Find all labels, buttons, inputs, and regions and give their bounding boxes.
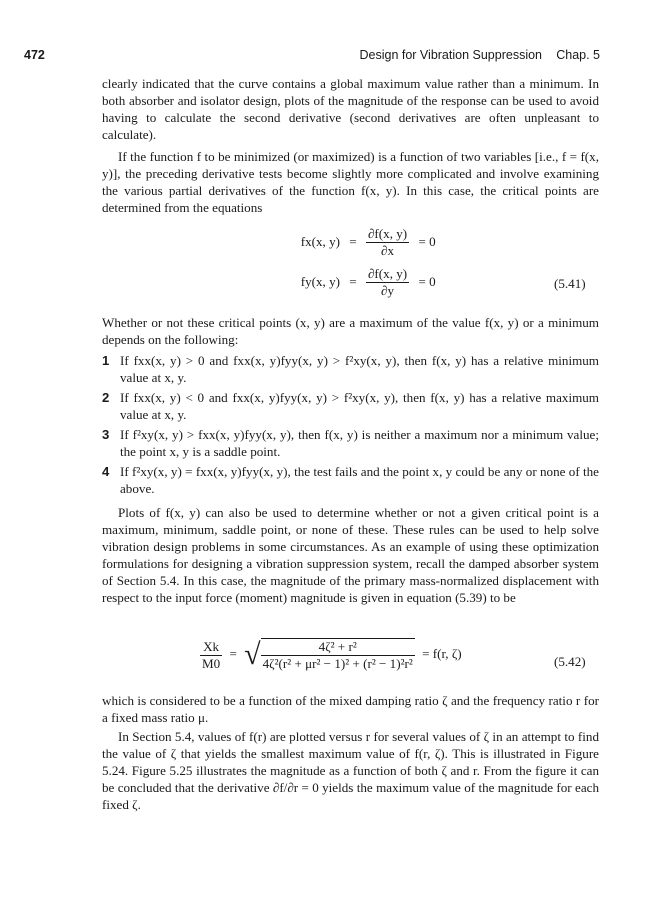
running-title: Design for Vibration Suppression [359,48,542,62]
eq541-row2 [282,266,436,299]
list-item-number: 1 [102,353,110,368]
eq541-row2-eq: = [349,273,357,289]
eq541-row2-frac [366,266,409,299]
list-item [102,352,599,386]
list-item-number: 4 [102,464,110,479]
list-item-number: 3 [102,427,110,442]
paragraph-3: Whether or not these critical points (x, y) are a maximum of the value f(x, y) or a minimum depends on the following: [102,315,599,347]
paragraph-1: clearly indicated that the curve contains a global maximum value rather than a minimum. In both absorber and isolator design, plots of the magnitude of the response can be used to avoid having to calculate the second derivative (second derivatives are often unpleasant to calculate). [102,76,599,142]
eq541-row2-num: ∂f(x, y) [367,266,408,281]
eq542-rad-frac [261,638,415,672]
list-item [102,389,599,423]
eq542-rad-den: 4ζ²(r² + μr² − 1)² + (r² − 1)²r² [262,656,413,671]
chapter-label: Chap. 5 [556,48,600,62]
list-item-text: If f²xy(x, y) > fxx(x, y)fyy(x, y), then f(x, y) is neither a maximum nor a minimum value; the point x, y is a saddle point. [120,427,599,459]
eq542-body [200,638,462,672]
eq541-row1-frac [366,226,409,259]
eq541-row2-lhs: fy(x, y) [300,273,340,289]
page-header [24,48,600,66]
eq541-label: (5.41) [554,276,586,291]
eq542-lhs-frac [200,639,222,672]
eq541-row2-den: ∂y [381,283,395,298]
eq542-lhs-den: M0 [202,655,221,671]
eq542-rhs: = f(r, ζ) [422,646,462,661]
eq542-label: (5.42) [554,654,586,669]
eq541-row1-lhs: fx(x, y) [300,233,340,249]
paragraph-2: If the function f to be minimized (or maximized) is a function of two variables [i.e., f = f(x, y)], the preceding derivative tests become slightly more complicated and involve examining the various partial derivatives of the function f(x, y). In this case, the critical points are determined from the equations [102,149,599,215]
paragraph-4: Plots of f(x, y) can also be used to determine whether or not a given critical point is a maximum, minimum, saddle point, or none of these. These rules can be used to help solve vibration design problems in some circumstances. As an example of using these optimization formulations for designing a vibration suppression system, recall the damped absorber system of Section 5.4. In this case, the magnitude of the primary mass-normalized displacement with respect to the input force (moment) magnitude is given in equation (5.39) to be [102,505,599,605]
eq542-lhs-num: Xk [200,639,222,656]
eq541-row1-rhs: = 0 [418,233,436,249]
list-item [102,463,599,497]
page-number: 472 [24,48,45,62]
eq541-row1-num: ∂f(x, y) [367,226,408,241]
eq542-eq: = [229,646,237,661]
list-item [102,426,599,460]
eq541-row1-eq: = [349,233,357,249]
list-item-number: 2 [102,390,110,405]
criteria-list [102,352,599,500]
eq541-row1 [282,226,436,259]
list-item-text: If f²xy(x, y) = fxx(x, y)fyy(x, y), the test fails and the point x, y could be any or none of the above. [120,464,599,496]
list-item-text: If fxx(x, y) < 0 and fxx(x, y)fyy(x, y) > f²xy(x, y), then f(x, y) has a relative maximum value at x, y. [120,390,599,422]
list-item-text: If fxx(x, y) > 0 and fxx(x, y)fyy(x, y) > f²xy(x, y), then f(x, y) has a relative minimum value at x, y. [120,353,599,385]
sqrt-icon: √ [244,638,261,671]
paragraph-5: which is considered to be a function of the mixed damping ratio ζ and the frequency ratio r for a fixed mass ratio μ. [102,693,599,725]
paragraph-6: In Section 5.4, values of f(r) are plotted versus r for several values of ζ in an attempt to find the value of ζ that yields the smallest maximum value of f(r, ζ). This is illustrated in Figure 5.24. Figure 5.25 illustrates the magnitude as a function of both ζ and r. From the figure it can be concluded that the derivative ∂f/∂r = 0 yields the maximum value of the magnitude for each fixed ζ. [102,729,599,812]
eq541-row1-den: ∂x [381,243,395,258]
eq542-rad-num: 4ζ² + r² [261,639,415,656]
eq541-row2-rhs: = 0 [418,273,436,289]
